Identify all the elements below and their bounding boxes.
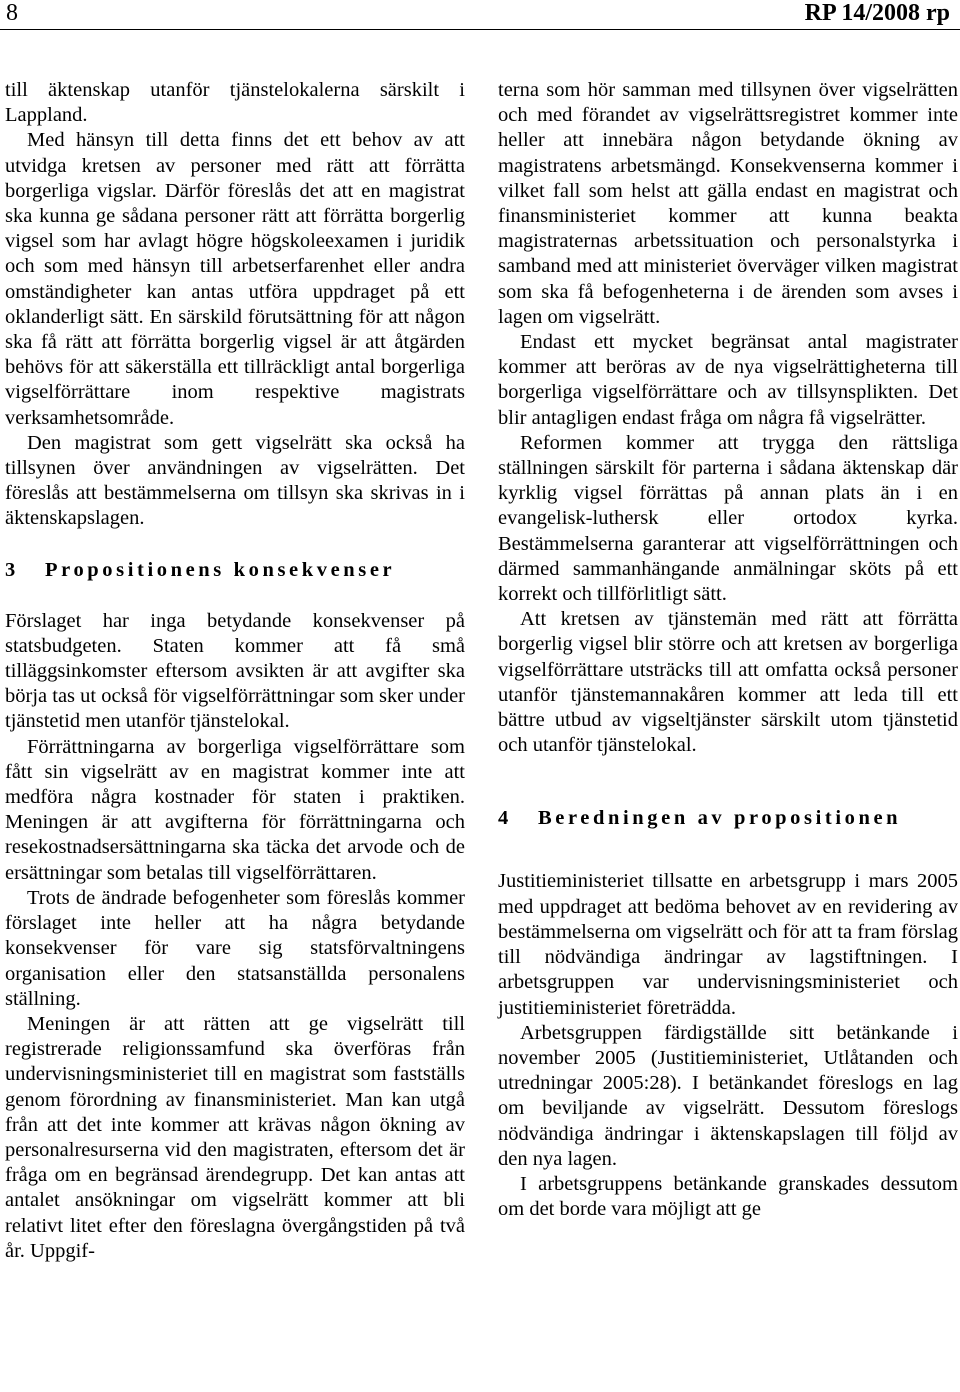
paragraph: Arbetsgruppen färdigställde sitt betänkande i november 2005 (Justitieministeriet, Utlåtanden och utredningar 2005:28). I betänkandet föreslogs en lag om beviljande av vigselrätt. Dessutom föreslogs nödvändiga ändringar i äktenskapslagen till följd av den nya lagen. [498, 1021, 958, 1170]
paragraph: terna som hör samman med tillsynen över vigselrätten och med förandet av vigselrättsregistret kommer inte heller att innebära någon betydande ökning av magistratens arbetsmängd. Konsekvenserna kommer i vilket fall som helst att gälla endast en magistrat och finansministeriet kommer att kunna beakta magistraternas arbetssituation och personalstyrka i samband med att ministeriet överväger vilken magistrat som ska få befogenheterna i de ärenden som avses i lagen om vigselrätt. [498, 79, 958, 328]
left-column [5, 78, 465, 1264]
section-heading-3 [5, 558, 465, 583]
paragraph: Förslaget har inga betydande konsekvenser på statsbudgeten. Staten kommer att få små tilläggsinkomster eftersom avsikten är att avgifter ska börja tas ut också för vigselförrättningar som sker under tjänstetid men utanför tjänstelokal. [5, 609, 465, 733]
paragraph: Att kretsen av tjänstemän med rätt att förrätta borgerlig vigsel blir större och att kretsen av borgerliga vigselförrättare utsträcks till att omfatta också personer utanför tjänstemannakåren kommer att leda till ett bättre utbud av vigseltjänster särskilt utom tjänstetid och utanför tjänstelokal. [498, 608, 958, 757]
paragraph: Justitieministeriet tillsatte en arbetsgrupp i mars 2005 med uppdraget att bedöma behovet av en revidering av bestämmelserna om vigselrätt och för att ta fram förslag till nödvändiga ändringar av lagstiftningen. I arbetsgruppen var undervisningsministeriet och justitieministeriet företrädda. [498, 870, 958, 1019]
paragraph: Med hänsyn till detta finns det ett behov av att utvidga kretsen av personer med rätt att förrätta borgerliga vigslar. Därför föreslås det att en magistrat ska kunna ge sådana personer rätt att förrätta borgerlig vigsel som har avlagt högre högskoleexamen i juridik och som med hänsyn till arbetserfarenhet eller andra omständigheter kan antas utföra uppdraget på ett oklanderligt sätt. En särskild förutsättning för att någon ska få rätt att förrätta borgerlig vigsel är att åtgärden behövs för att säkerställa ett tillräckligt antal borgerliga vigselförrättare inom respektive magistrats verksamhetsområde. [5, 129, 465, 429]
section-title: Beredningen av propositionen [538, 807, 902, 830]
section-number: 3 [5, 558, 16, 581]
paragraph: Förrättningarna av borgerliga vigselförrättare som fått sin vigselrätt av en magistrat kommer inte att medföra några kostnader för staten i praktiken. Meningen är att avgifterna för förrättningarna och resekostnadsersättningarna ska täcka det arvode och de ersättningar som betalas till vigselförrättaren. [5, 735, 465, 884]
paragraph: Reformen kommer att trygga den rättsliga ställningen särskilt för parterna i sådana äktenskap där kyrklig vigsel förrättas på annan plats än i en evangelisk-luthersk eller ortodox kyrka. Bestämmelserna garanterar att vigselförrättningen och därmed sammanhängande anmälningar sköts på ett korrekt och tillförlitligt sätt. [498, 431, 958, 606]
section-number: 4 [498, 807, 509, 830]
page-number: 8 [6, 0, 18, 26]
section-heading-4 [498, 806, 958, 831]
paragraph: Den magistrat som gett vigselrätt ska också ha tillsynen över användningen av vigselrätten. Det föreslås att bestämmelserna om tillsyn ska skrivas in i äktenskapslagen. [5, 431, 465, 530]
header-rule [0, 29, 960, 30]
page-header [0, 0, 960, 30]
paragraph: till äktenskap utanför tjänstelokalerna särskilt i Lappland. [5, 79, 465, 127]
paragraph: Endast ett mycket begränsat antal magistrater kommer att beröras av de nya vigselrättigheterna till borgerliga vigselförrättare och av tillsynsplikten. Det blir antagligen endast fråga om några få vigselrätter. [498, 331, 958, 429]
document-id: RP 14/2008 rp [804, 0, 950, 26]
paragraph: Trots de ändrade befogenheter som föreslås kommer förslaget inte heller att ha några betydande konsekvenser för vare sig statsförvaltningens organisation eller den statsanställda personalens ställning. [5, 886, 465, 1010]
paragraph: I arbetsgruppens betänkande granskades dessutom om det borde vara möjligt att ge [498, 1172, 958, 1221]
right-column [498, 78, 958, 1222]
paragraph: Meningen är att rätten att ge vigselrätt till registrerade religionssamfund ska överföras från undervisningsministeriet till en magistrat som fastställs genom förordning av finansministeriet. Man kan utgå från att det inte kommer att krävas någon ökning av personalresurserna vid den magistraten, eftersom det är fråga om en begränsad ärendegrupp. Det kan antas att antalet ansökningar om vigselrätt kommer att bli relativt litet efter den föreslagna övergångstiden på två år. Uppgif- [5, 1012, 465, 1262]
section-title: Propositionens konsekvenser [45, 558, 396, 581]
